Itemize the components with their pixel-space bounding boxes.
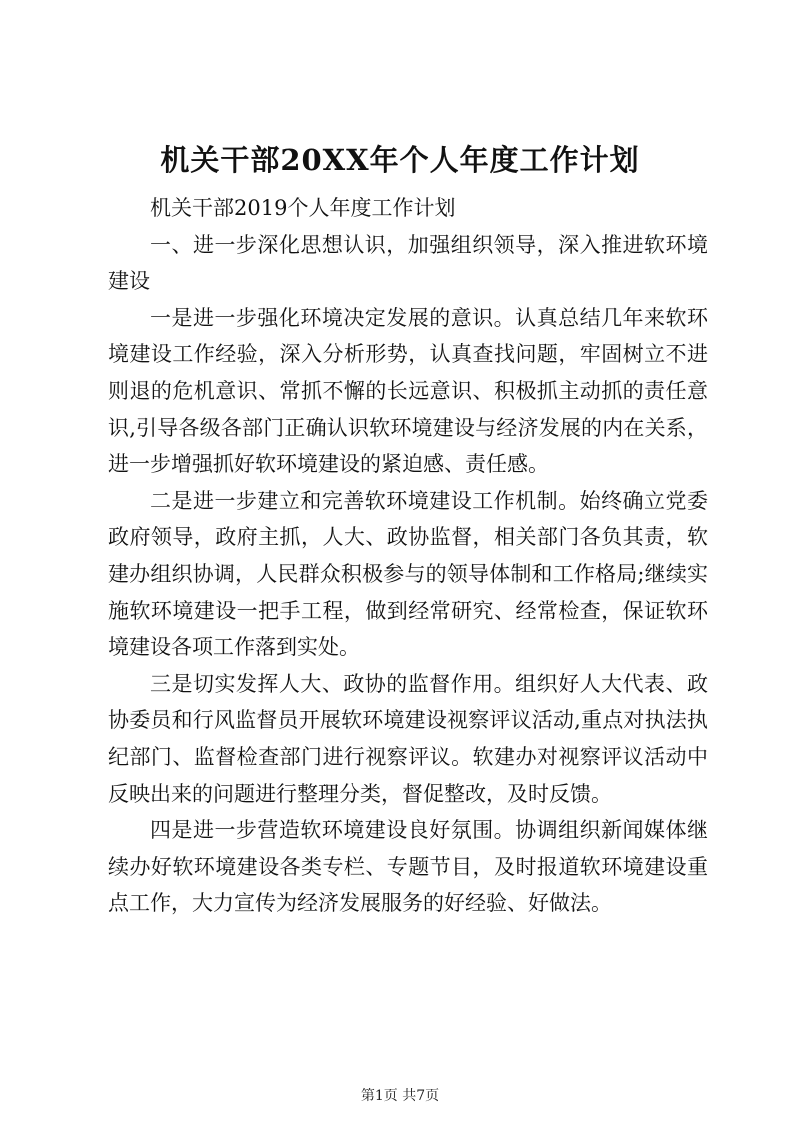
body-paragraph: 二是进一步建立和完善软环境建设工作机制。始终确立党委政府领导，政府主抓，人大、政协监督，相关部门各负其责，软建办组织协调，人民群众积极参与的领导体制和工作格局;继续实施软环境建设一把手工程，做到经常研究、经常检查，保证软环境建设各项工作落到实处。: [108, 488, 708, 660]
body-paragraph: 一是进一步强化环境决定发展的意识。认真总结几年来软环境建设工作经验，深入分析形势，认真查找问题，牢固树立不进则退的危机意识、常抓不懈的长远意识、积极抓主动抓的责任意识,引导各级各部门正确认识软环境建设与经济发展的内在关系，进一步增强抓好软环境建设的紧迫感、责任感。: [108, 305, 708, 477]
document-body: [108, 190, 708, 922]
page-footer: 第1页 共7页: [360, 1088, 440, 1104]
body-paragraph: 三是切实发挥人大、政协的监督作用。组织好人大代表、政协委员和行风监督员开展软环境建设视察评议活动,重点对执法执纪部门、监督检查部门进行视察评议。软建办对视察评议活动中反映出来的问题进行整理分类，督促整改，及时反馈。: [108, 671, 708, 806]
section-heading: 一、进一步深化思想认识，加强组织领导，深入推进软环境建设: [108, 232, 708, 294]
body-paragraph: 四是进一步营造软环境建设良好氛围。协调组织新闻媒体继续办好软环境建设各类专栏、专题节目，及时报道软环境建设重点工作，大力宣传为经济发展服务的好经验、好做法。: [108, 818, 708, 916]
subtitle-paragraph: 机关干部2019个人年度工作计划: [150, 196, 456, 220]
document-title: 机关干部20XX年个人年度工作计划: [160, 143, 640, 177]
